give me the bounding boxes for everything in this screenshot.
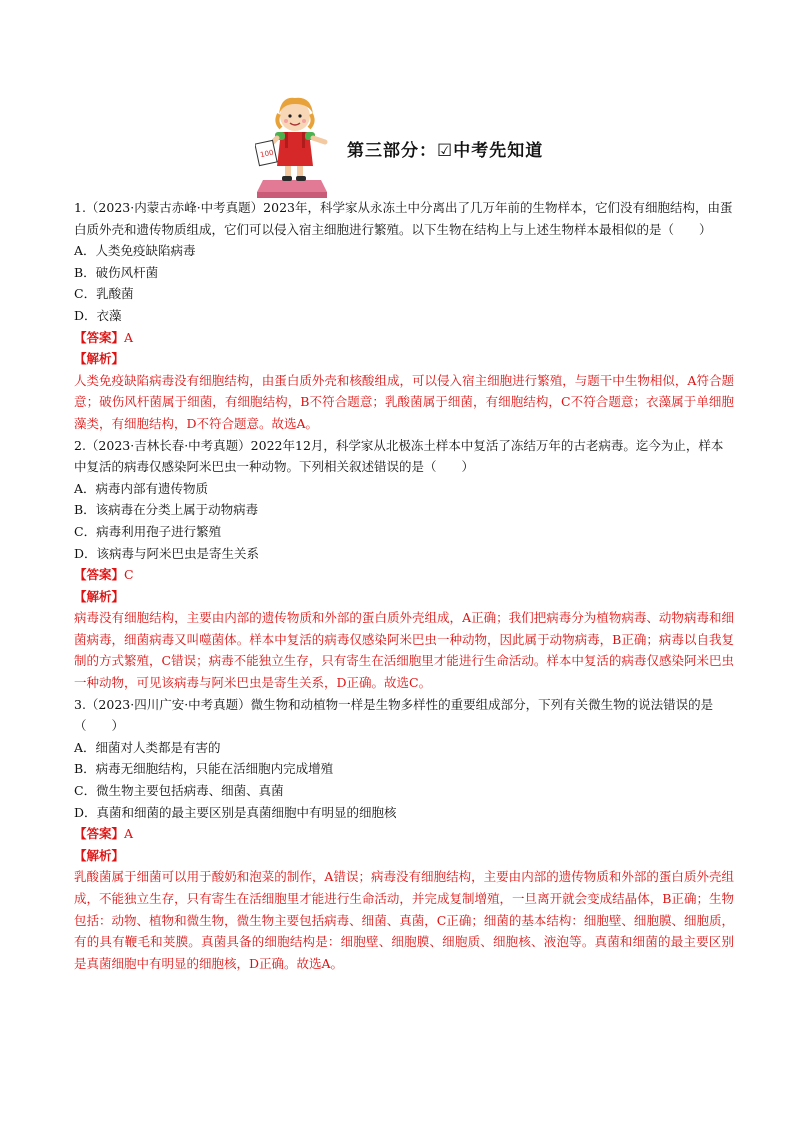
option-c: C．微生物主要包括病毒、细菌、真菌 xyxy=(74,783,284,799)
question-1 xyxy=(74,197,734,435)
answer-line xyxy=(74,823,734,845)
answer-label: 【答案】 xyxy=(74,826,125,842)
answer-line xyxy=(74,327,734,349)
option-a: A．细菌对人类都是有害的 xyxy=(74,739,221,755)
analysis-text: 人类免疫缺陷病毒没有细胞结构，由蛋白质外壳和核酸组成，可以侵入宿主细胞进行繁殖，与题干中生物相似，A符合题意；破伤风杆菌属于细菌，有细胞结构，B不符合题意；乳酸菌属于细菌，有细胞结构，C不符合题意；衣藻属于单细胞藻类，有细胞结构，D不符合题意。故选A。 xyxy=(74,372,734,431)
option-c: C．病毒利用孢子进行繁殖 xyxy=(74,523,222,539)
cartoon-girl-icon xyxy=(255,92,335,200)
analysis-text: 乳酸菌属于细菌可以用于酸奶和泡菜的制作，A错误；病毒没有细胞结构，主要由内部的遗传物质和外部的蛋白质外壳组成，不能独立生存，只有寄生在活细胞里才能进行生命活动，并完成复制增殖，一旦离开就会变成结晶体，B正确；生物包括：动物、植物和微生物，微生物主要包括病毒、细菌、真菌，C正确；细菌的基本结构：细胞壁、细胞膜、细胞质，有的具有鞭毛和荚膜。真菌具备的细胞结构是：细胞壁、细胞膜、细胞质、细胞核、液泡等。真菌和细菌的最主要区别是真菌细胞中有明显的细胞核，D正确。故选A。 xyxy=(74,869,734,971)
option-d: D．衣藻 xyxy=(74,307,122,323)
option-b: B．破伤风杆菌 xyxy=(74,264,159,280)
answer-label: 【答案】 xyxy=(74,329,125,345)
svg-text:100: 100 xyxy=(259,148,275,160)
section-title: 第三部分：☑中考先知道 xyxy=(347,141,544,161)
question-list xyxy=(74,197,734,974)
analysis-label: 【解析】 xyxy=(74,588,125,604)
analysis-label: 【解析】 xyxy=(74,351,125,367)
answer-value: A xyxy=(124,826,134,842)
option-a: A．人类免疫缺陷病毒 xyxy=(74,243,196,259)
option-a: A．病毒内部有遗传物质 xyxy=(74,480,209,496)
option-b: B．病毒无细胞结构，只能在活细胞内完成增殖 xyxy=(74,761,334,777)
analysis-label: 【解析】 xyxy=(74,847,125,863)
question-stem: 1.（2023·内蒙古赤峰·中考真题）2023年，科学家从永冻土中分离出了几万年前的生物样本，它们没有细胞结构，由蛋白质外壳和遗传物质组成，它们可以侵入宿主细胞进行繁殖。以下生物在结构上与上述生物样本最相似的是（ ） xyxy=(74,200,733,237)
answer-value: A xyxy=(124,329,134,345)
section-header xyxy=(255,92,575,202)
option-d: D．该病毒与阿米巴虫是寄生关系 xyxy=(74,545,260,561)
question-2 xyxy=(74,435,734,694)
question-stem: 2.（2023·吉林长春·中考真题）2022年12月，科学家从北极冻土样本中复活了冻结万年的古老病毒。迄今为止，样本中复活的病毒仅感染阿米巴虫一种动物。下列相关叙述错误的是（ ） xyxy=(74,437,724,475)
option-b: B．该病毒在分类上属于动物病毒 xyxy=(74,502,259,518)
answer-value: C xyxy=(124,567,134,583)
option-d: D．真菌和细菌的最主要区别是真菌细胞中有明显的细胞核 xyxy=(74,804,397,820)
question-3 xyxy=(74,694,734,975)
question-stem: 3.（2023·四川广安·中考真题）微生物和动植物一样是生物多样性的重要组成部分，下列有关微生物的说法错误的是（ ） xyxy=(74,696,714,734)
answer-label: 【答案】 xyxy=(74,567,125,583)
analysis-text: 病毒没有细胞结构，主要由内部的遗传物质和外部的蛋白质外壳组成，A正确；我们把病毒分为植物病毒、动物病毒和细菌病毒，细菌病毒又叫噬菌体。样本中复活的病毒仅感染阿米巴虫一种动物，因此属于动物病毒，B正确；病毒以自我复制的方式繁殖，C错误；病毒不能独立生存，只有寄生在活细胞里才能进行生命活动。样本中复活的病毒仅感染阿米巴虫一种动物，可见该病毒与阿米巴虫是寄生关系，D正确。故选C。 xyxy=(74,610,734,691)
answer-line xyxy=(74,564,734,586)
option-c: C．乳酸菌 xyxy=(74,286,134,302)
